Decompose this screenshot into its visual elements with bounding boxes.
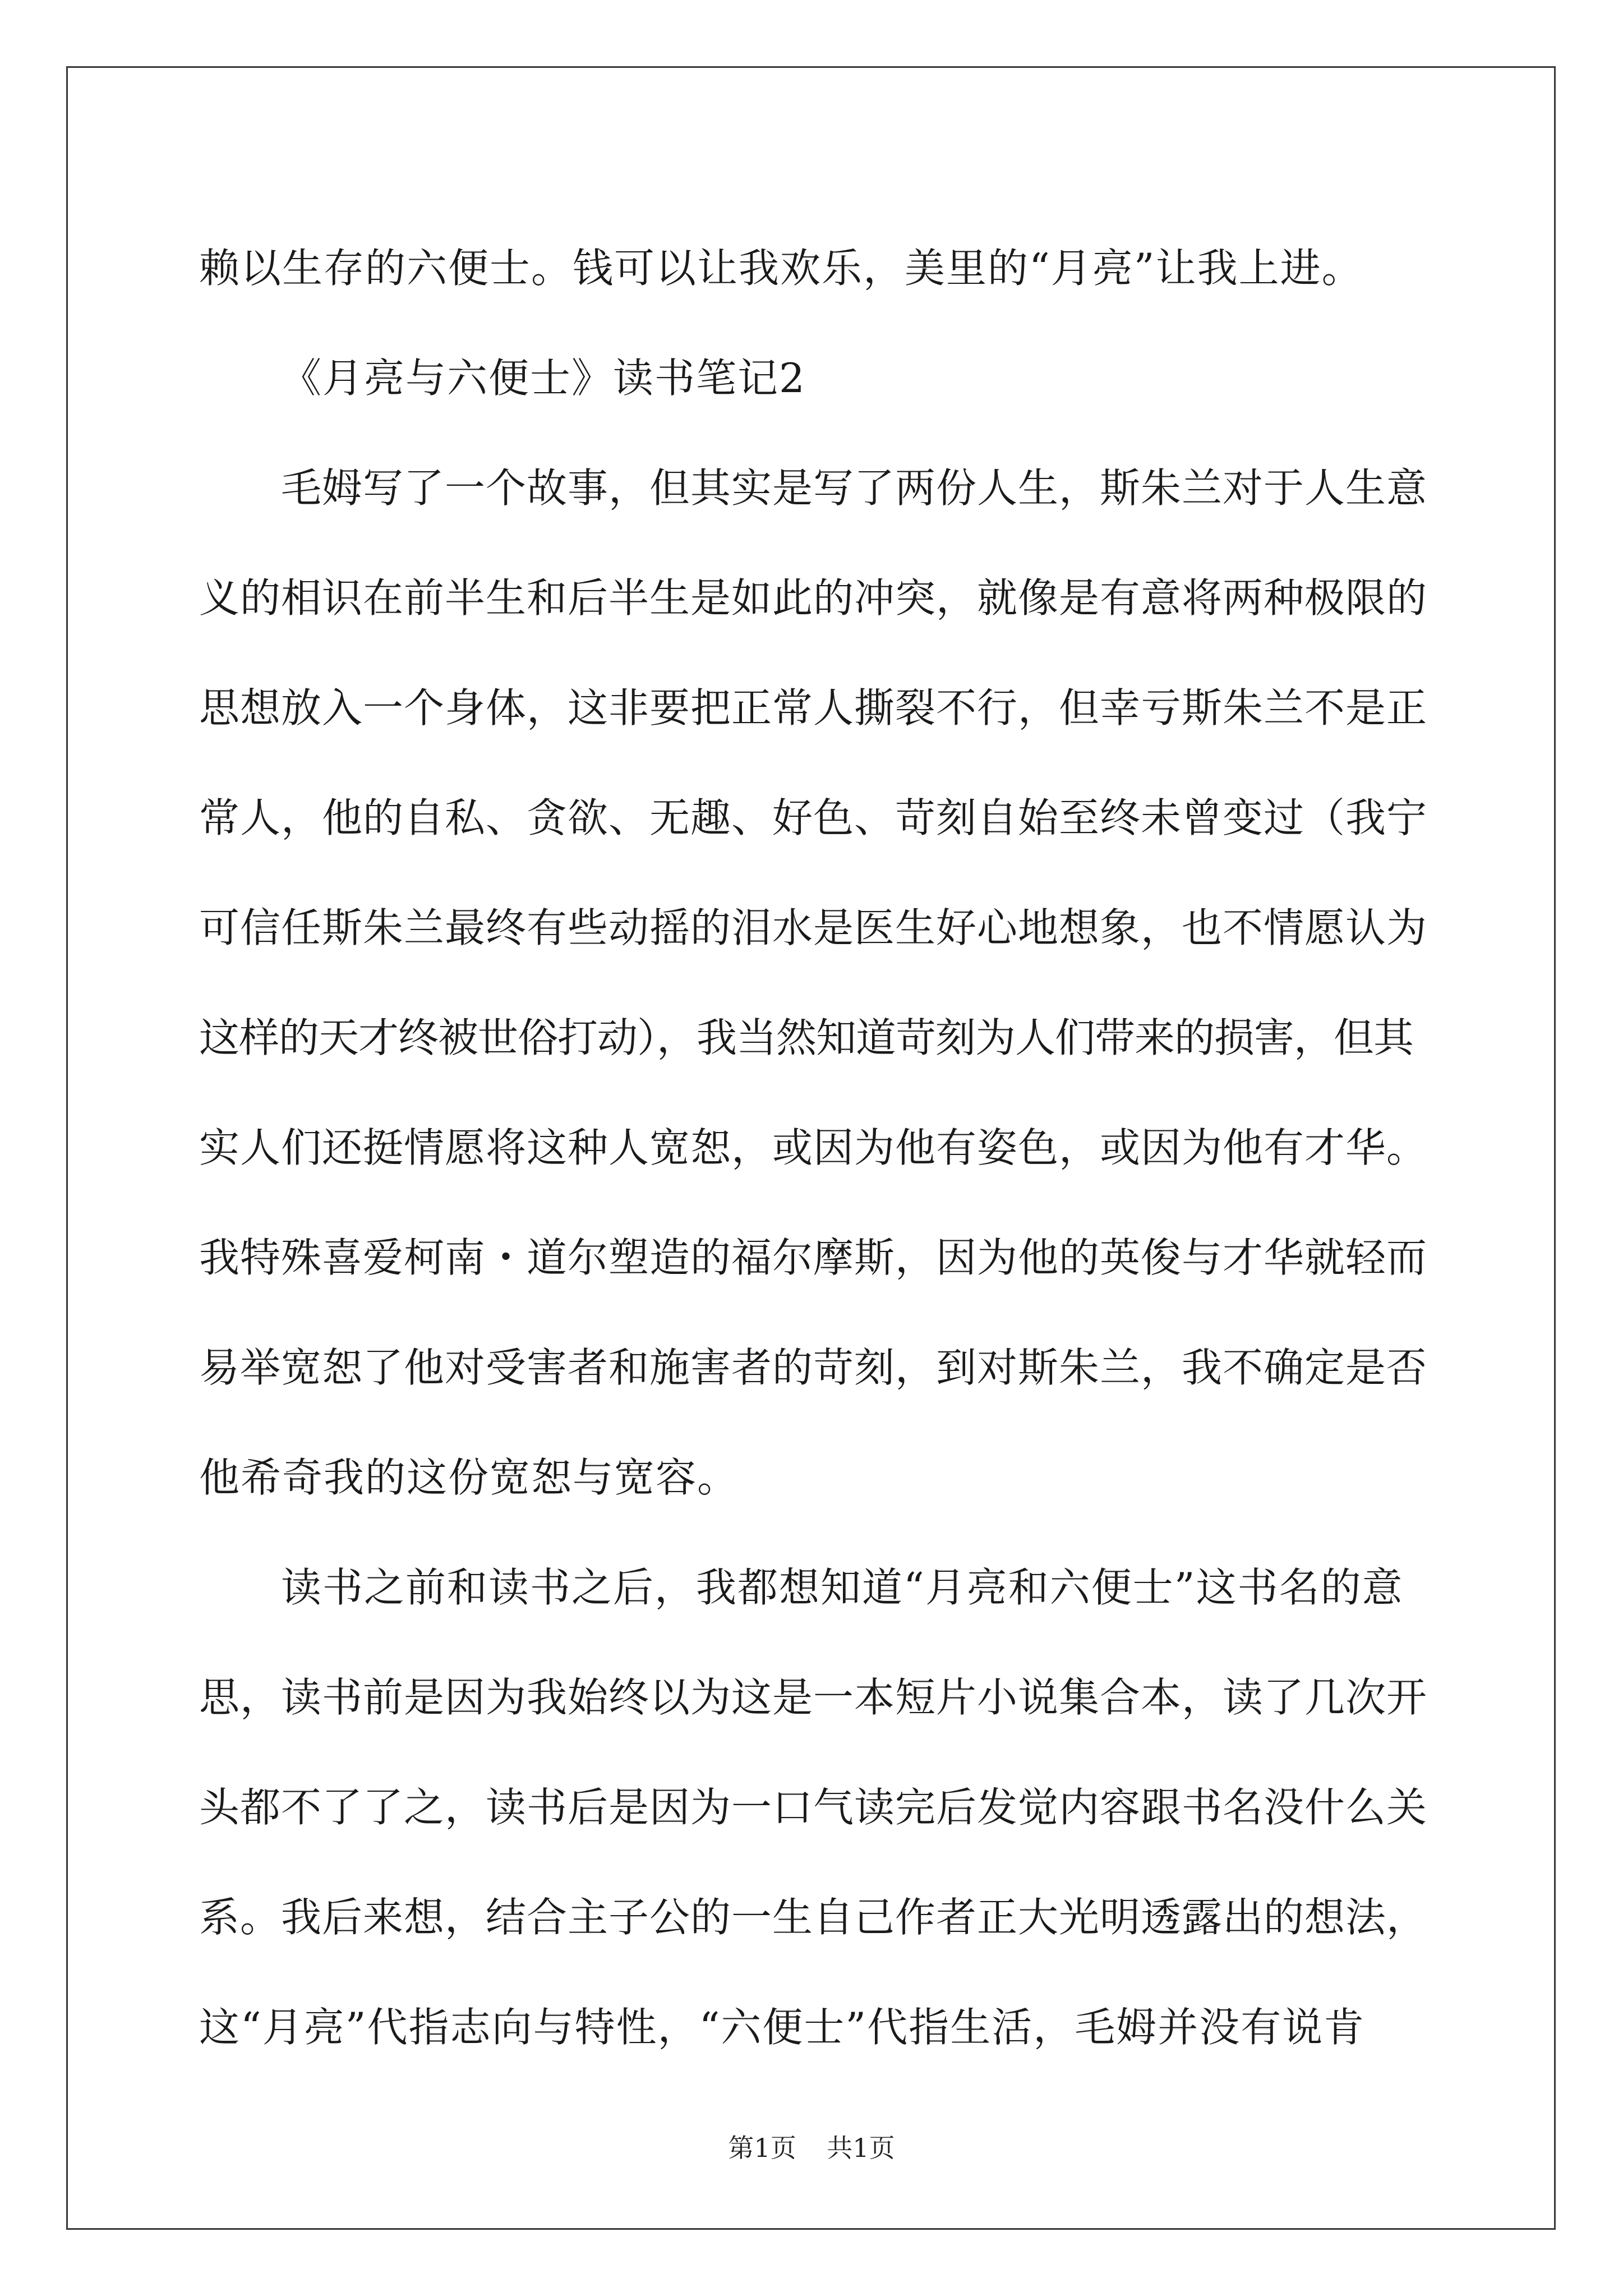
text-line: 头都不了了之，读书后是因为一口气读完后发觉内容跟书名没什么关 [199, 1784, 1428, 1831]
text-line: 可信任斯朱兰最终有些动摇的泪水是医生好心地想象，也不情愿认为 [199, 904, 1428, 951]
text-line: 思，读书前是因为我始终以为这是一本短片小说集合本，读了几次开 [199, 1674, 1428, 1721]
text-line: 毛姆写了一个故事，但其实是写了两份人生，斯朱兰对于人生意 [281, 464, 1428, 512]
document-body [199, 213, 1427, 2082]
text-line: 义的相识在前半生和后半生是如此的冲突，就像是有意将两种极限的 [199, 574, 1428, 622]
text-line: 我特殊喜爱柯南・道尔塑造的福尔摩斯，因为他的英俊与才华就轻而 [199, 1234, 1428, 1281]
text-line: 实人们还挺情愿将这种人宽恕，或因为他有姿色，或因为他有才华。 [199, 1124, 1428, 1171]
text-line: 赖以生存的六便士。钱可以让我欢乐，美里的“月亮”让我上进。 [199, 245, 1363, 292]
text-line: 常人，他的自私、贪欲、无趣、好色、苛刻自始至终未曾变过（我宁 [199, 794, 1428, 841]
text-line: 思想放入一个身体，这非要把正常人撕裂不行，但幸亏斯朱兰不是正 [199, 684, 1428, 731]
text-line: 他希奇我的这份宽恕与宽容。 [199, 1454, 739, 1501]
section-heading: 《月亮与六便士》读书笔记2 [281, 355, 806, 402]
text-line: 这样的天才终被世俗打动），我当然知道苛刻为人们带来的损害，但其 [199, 1014, 1414, 1061]
text-line: 系。我后来想，结合主子公的一生自己作者正大光明透露出的想法， [199, 1894, 1428, 1941]
text-line: 这“月亮”代指志向与特性，“六便士”代指生活，毛姆并没有说肯 [199, 2004, 1366, 2051]
text-line: 读书之前和读书之后，我都想知道“月亮和六便士”这书名的意 [281, 1564, 1404, 1611]
text-line: 易举宽恕了他对受害者和施害者的苛刻，到对斯朱兰，我不确定是否 [199, 1344, 1428, 1391]
page-footer: 第1页 共1页 [728, 2133, 895, 2163]
